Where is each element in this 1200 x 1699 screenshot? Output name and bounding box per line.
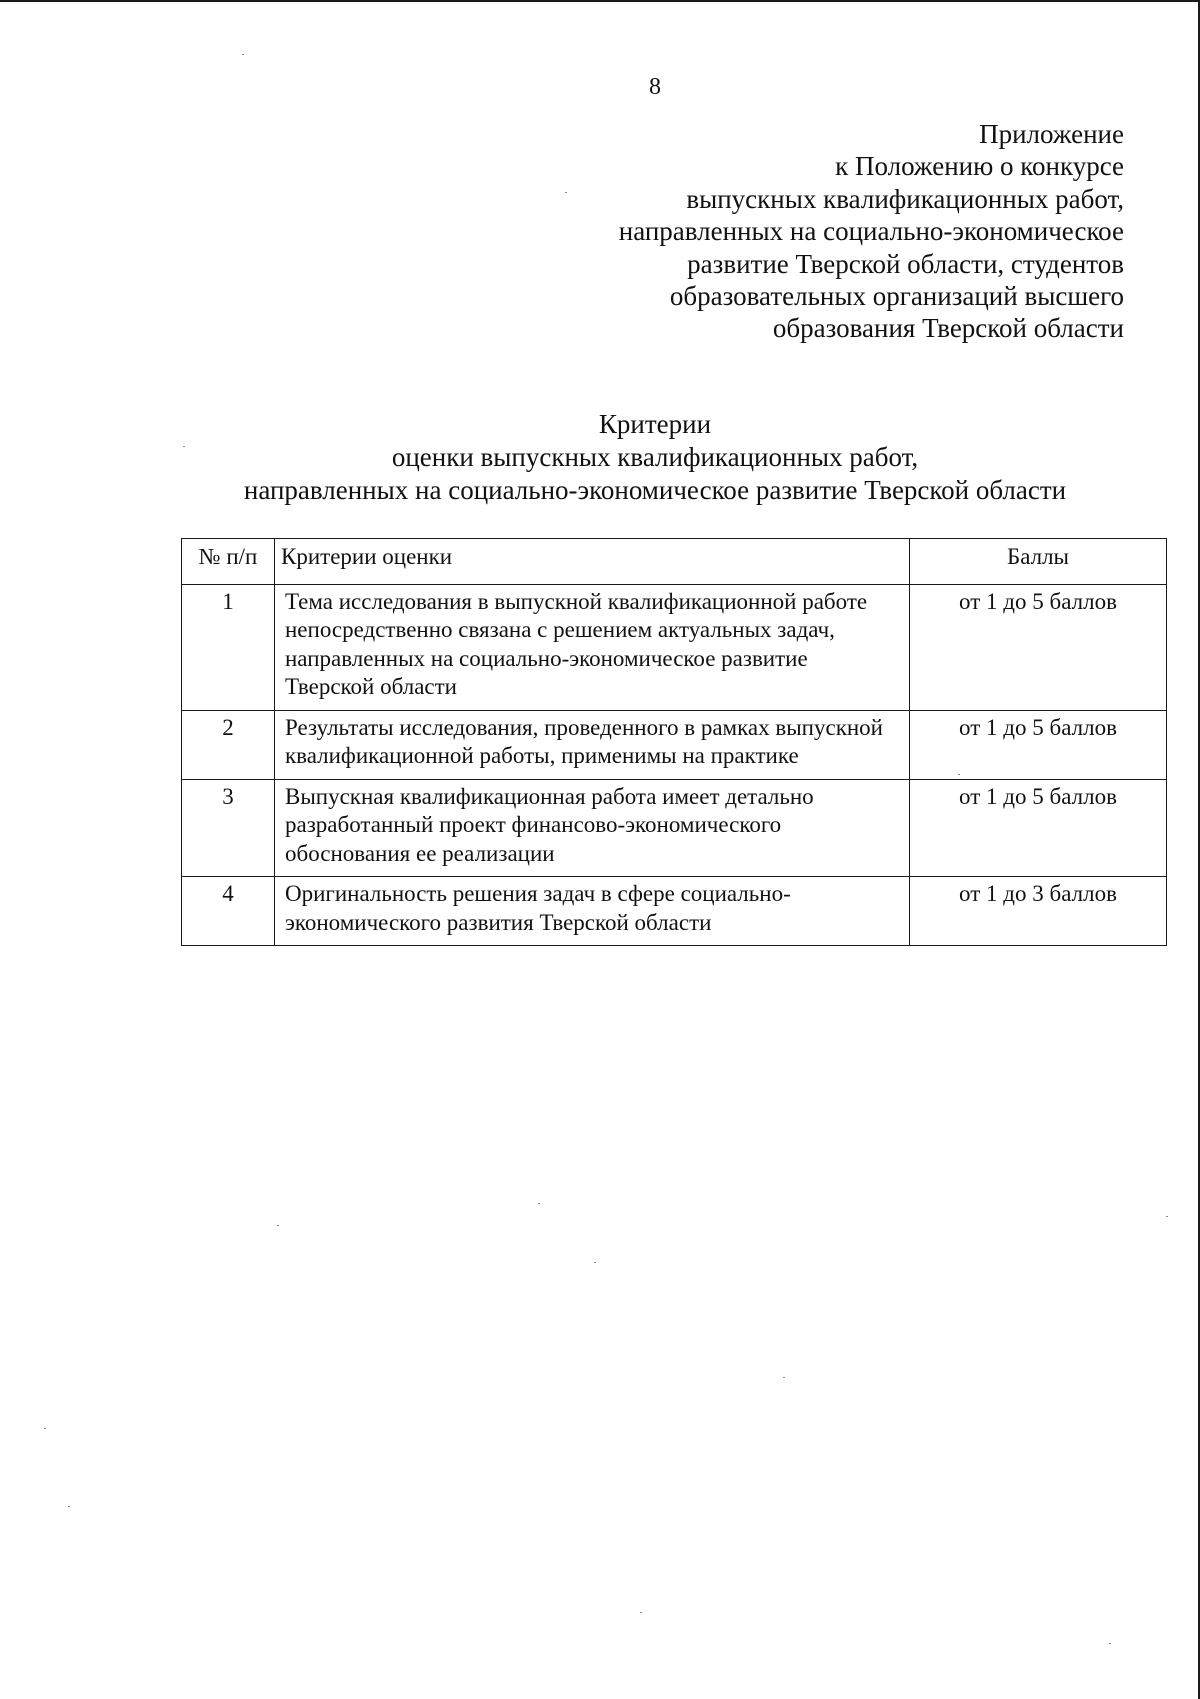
row-number: 4 <box>182 877 275 946</box>
scan-speck <box>783 1377 785 1378</box>
appendix-line: к Положению о конкурсе <box>835 151 1124 182</box>
row-criteria: Выпускная квалификационная работа имеет детально разработанный проект финансово-экономического обоснования ее реализации <box>275 779 910 877</box>
appendix-line: развитие Тверской области, студентов <box>687 248 1124 279</box>
row-number: 3 <box>182 779 275 877</box>
scan-speck <box>640 1612 642 1613</box>
document-title <box>0 408 1200 507</box>
title-line: Критерии <box>598 409 712 439</box>
appendix-line: Приложение <box>979 119 1124 149</box>
appendix-line: образовательных организаций высшего <box>669 281 1124 312</box>
scan-speck <box>242 54 244 55</box>
scan-speck <box>1166 1216 1168 1217</box>
table-row <box>182 710 1167 779</box>
title-line: направленных на социально-экономическое развитие Тверской области <box>243 475 1067 505</box>
scan-speck <box>1109 1643 1111 1644</box>
appendix-header <box>619 118 1124 345</box>
scan-speck <box>183 446 185 447</box>
scan-speck <box>44 1428 46 1429</box>
scan-speck <box>958 774 960 775</box>
row-score: от 1 до 5 баллов <box>910 584 1167 710</box>
scan-speck <box>565 192 567 193</box>
appendix-line: выпускных квалификационных работ, <box>686 183 1124 214</box>
appendix-line: направленных на социально-экономическое <box>618 216 1124 247</box>
row-score: от 1 до 3 баллов <box>910 877 1167 946</box>
table-row <box>182 584 1167 710</box>
title-line: оценки выпускных квалификационных работ, <box>391 442 919 472</box>
page-number: 8 <box>649 74 661 100</box>
table-header-row <box>182 539 1167 585</box>
row-criteria: Результаты исследования, проведенного в рамках выпускной квалификационной работы, применимы на практике <box>275 710 910 779</box>
scan-speck <box>68 1506 70 1507</box>
header-criteria: Критерии оценки <box>275 539 910 585</box>
row-number: 2 <box>182 710 275 779</box>
scan-speck <box>594 1262 596 1263</box>
row-score: от 1 до 5 баллов <box>910 779 1167 877</box>
table-row <box>182 877 1167 946</box>
row-score: от 1 до 5 баллов <box>910 710 1167 779</box>
table-row <box>182 779 1167 877</box>
appendix-line: образования Тверской области <box>772 313 1124 344</box>
criteria-table <box>181 538 1167 946</box>
header-number: № п/п <box>182 539 275 585</box>
scan-speck <box>538 1203 540 1204</box>
row-criteria: Тема исследования в выпускной квалификационной работе непосредственно связана с решением актуальных задач, направленных на социально-экономическое развитие Тверской области <box>275 584 910 710</box>
header-score: Баллы <box>910 539 1167 585</box>
row-number: 1 <box>182 584 275 710</box>
scan-speck <box>277 1225 279 1226</box>
row-criteria: Оригинальность решения задач в сфере социально-экономического развития Тверской области <box>275 877 910 946</box>
